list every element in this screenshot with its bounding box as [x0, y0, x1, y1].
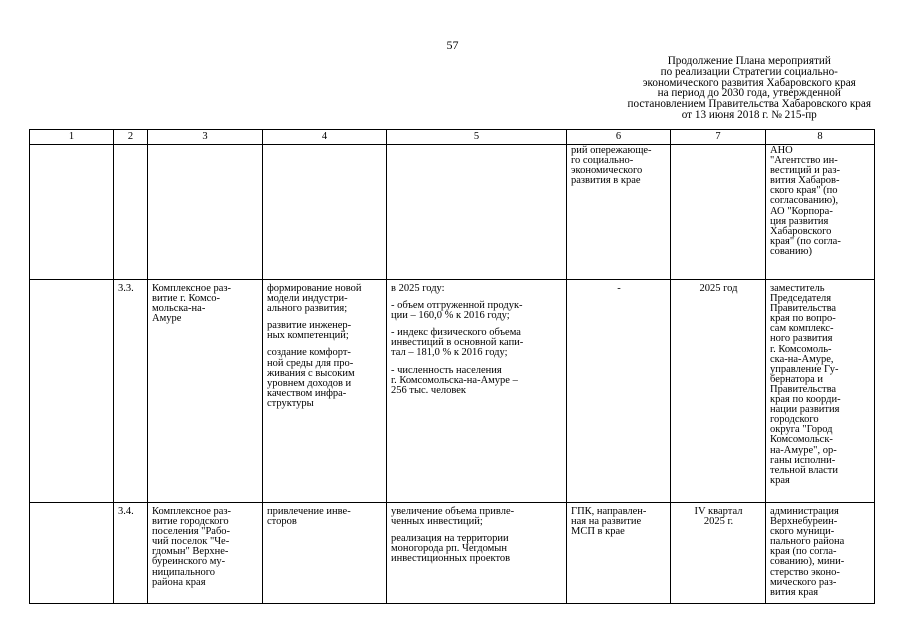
continuation-line: постановлением Правительства Хабаровского края	[627, 98, 871, 111]
page-number: 57	[446, 38, 459, 52]
column-header: 2	[114, 130, 148, 145]
item-source: ГПК, направлен- ная на развитие МСП в крае	[567, 503, 671, 604]
continuation-line: по реализации Стратегии социально-	[660, 65, 838, 78]
column-header: 5	[387, 130, 567, 145]
table-header-row	[30, 130, 875, 145]
table-row	[30, 503, 875, 604]
column-header: 1	[30, 130, 114, 145]
column-header: 4	[263, 130, 387, 145]
continuation-line: от 13 июня 2018 г. № 215-пр	[681, 108, 817, 121]
plan-table	[29, 129, 875, 604]
continuation-line: Продолжение Плана мероприятий	[667, 55, 831, 67]
measure-text: привлечение инве- сторов	[267, 506, 351, 528]
table-cell: АНО "Агентство ин- вестиций и раз- вития Хабаров- ского края" (по согласованию), АО "Корпора- ция развития Хабаровского края" (по согла- сованию)	[766, 145, 875, 280]
table-cell	[671, 145, 766, 280]
continuation-line: экономического развития Хабаровского края	[642, 76, 856, 89]
measure-text: развитие инженер- ных компетенций;	[267, 320, 352, 342]
result-text: - объем отгруженной продук- ции – 160,0 % к 2016 году;	[391, 300, 523, 322]
column-header: 8	[766, 130, 875, 145]
item-responsible: заместитель Председателя Правительства края по вопро- сам комплекс- ного развития г. Комсомоль- ска-на-Амуре, управление Гу- бернатора и Правительства края по коорди- нации развития городского округа "Город Комсомольск- на-Амуре", ор- ганы исполни- тельной власти края	[766, 280, 875, 503]
item-results	[387, 280, 567, 503]
table-row	[30, 280, 875, 503]
continuation-line: на период до 2030 года, утвержденной	[657, 87, 841, 100]
column-header: 6	[567, 130, 671, 145]
table-row	[30, 145, 875, 280]
result-text: - численность населения г. Комсомольска-на-Амуре – 256 тыс. человек	[391, 364, 518, 396]
item-name: Комплексное раз- витие городского поселения "Рабо- чий поселок "Че- гдомын" Верхне- буреинского му- ниципального района края	[148, 503, 263, 604]
table-cell	[263, 145, 387, 280]
result-text: увеличение объема привле- ченных инвестиций;	[391, 506, 515, 528]
item-responsible: администрация Верхнебуреин- ского муници- пального района края (по согла- сованию), мини- стерство эконо- мического раз- вития края	[766, 503, 875, 604]
measure-text: формирование новой модели индустри- ального развития;	[267, 283, 362, 315]
table-cell	[30, 503, 114, 604]
table-cell	[30, 145, 114, 280]
item-number: 3.4.	[114, 503, 148, 604]
table-cell	[114, 145, 148, 280]
column-header: 7	[671, 130, 766, 145]
item-results	[387, 503, 567, 604]
document-continuation-header	[628, 56, 871, 121]
result-text: в 2025 году:	[391, 283, 445, 294]
item-name: Комплексное раз- витие г. Комсо- мольска-на- Амуре	[148, 280, 263, 503]
result-text: - индекс физического объема инвестиций в основной капи- тал – 181,0 % к 2016 году;	[391, 327, 524, 359]
item-number: 3.3.	[114, 280, 148, 503]
item-term: IV квартал 2025 г.	[671, 503, 766, 604]
item-source: -	[567, 280, 671, 503]
item-measures	[263, 280, 387, 503]
result-text: реализация на территории моногорода рп. Чегдомын инвестиционных проектов	[391, 533, 511, 565]
table-cell	[148, 145, 263, 280]
table-cell: рий опережающе- го социально- экономического развития в крае	[567, 145, 671, 280]
item-measures	[263, 503, 387, 604]
table-cell	[30, 280, 114, 503]
column-header: 3	[148, 130, 263, 145]
measure-text: создание комфорт- ной среды для про- живания с высоким уровнем доходов и качеством инфра- структуры	[267, 347, 355, 409]
item-term: 2025 год	[671, 280, 766, 503]
table-cell	[387, 145, 567, 280]
